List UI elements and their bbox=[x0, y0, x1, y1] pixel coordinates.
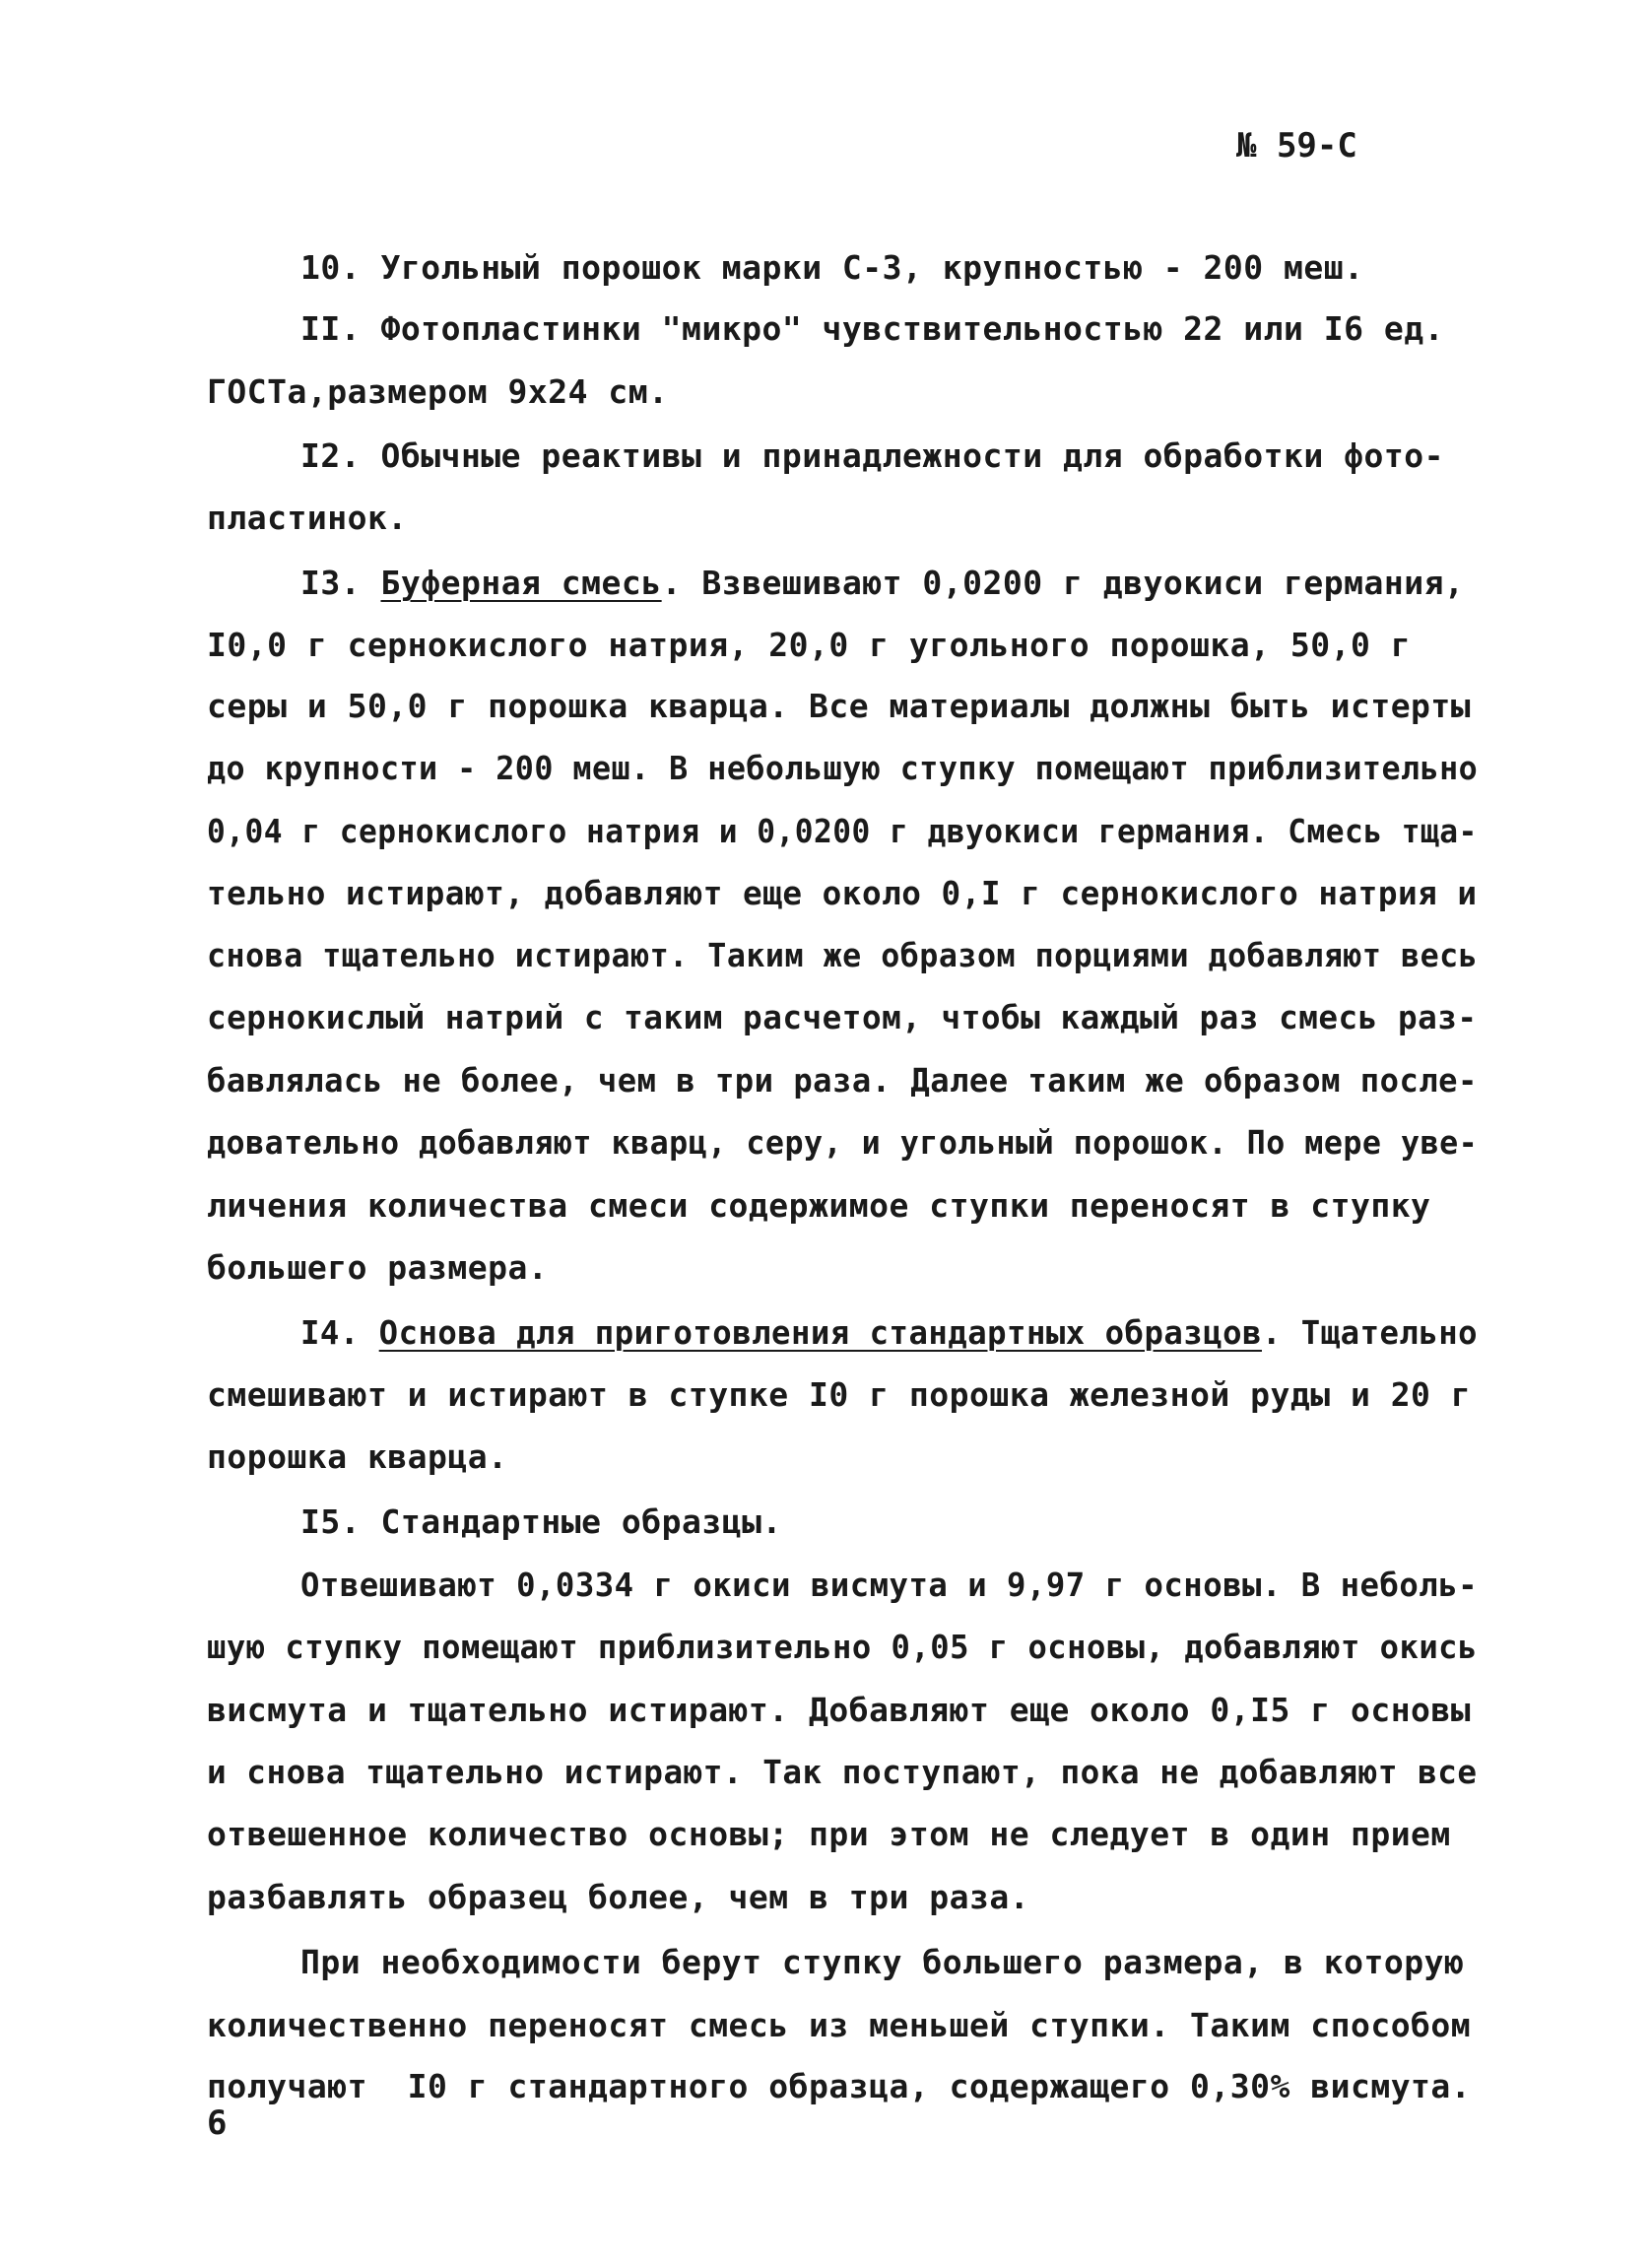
page-number: 6 bbox=[207, 2103, 228, 2143]
line-suffix: . Взвешивают 0,0200 г двуокиси германия, bbox=[661, 564, 1465, 602]
text-line: I2. Обычные реактивы и принадлежности для обработки фото- bbox=[300, 436, 1444, 475]
line-suffix: . Тщательно bbox=[1261, 1313, 1479, 1352]
text-line: разбавлять образец более, чем в три раза. bbox=[207, 1878, 1030, 1916]
text-line: пластинок. bbox=[207, 499, 408, 537]
text-line: до крупности - 200 меш. В небольшую ступку помещают приблизительно bbox=[207, 749, 1479, 787]
text-line: порошка кварца. bbox=[207, 1437, 508, 1476]
text-line: большего размера. bbox=[207, 1248, 549, 1287]
text-line: ГОСТа,размером 9х24 см. bbox=[207, 372, 669, 411]
text-line: личения количества смеси содержимое ступки переносят в ступку bbox=[207, 1186, 1431, 1225]
text-line: бавлялась не более, чем в три раза. Далее таким же образом после- bbox=[207, 1061, 1478, 1100]
line-prefix: I3. bbox=[300, 564, 381, 602]
text-line bbox=[300, 564, 1464, 602]
text-line: Отвешивают 0,0334 г окиси висмута и 9,97 г основы. В неболь- bbox=[300, 1566, 1479, 1604]
text-line: 0,04 г сернокислого натрия и 0,0200 г двуокиси германия. Смесь тща- bbox=[207, 812, 1478, 850]
text-line: количественно переносят смесь из меньшей ступки. Таким способом bbox=[207, 2006, 1472, 2044]
text-line: сернокислый натрий с таким расчетом, чтобы каждый раз смесь раз- bbox=[207, 998, 1478, 1036]
section-heading: Основа для приготовления стандартных образцов bbox=[378, 1313, 1262, 1352]
text-line: снова тщательно истирают. Таким же образом порциями добавляют весь bbox=[207, 936, 1479, 974]
text-line bbox=[300, 1313, 1478, 1352]
text-line: серы и 50,0 г порошка кварца. Все материалы должны быть истерты bbox=[207, 687, 1472, 725]
text-line: тельно истирают, добавляют еще около 0,I г сернокислого натрия и bbox=[207, 874, 1478, 912]
text-line: довательно добавляют кварц, серу, и угольный порошок. По мере уве- bbox=[207, 1123, 1479, 1162]
line-prefix: I4. bbox=[300, 1313, 379, 1352]
text-line: При необходимости берут ступку большего размера, в которую bbox=[300, 1943, 1465, 1981]
text-line: II. Фотопластинки "микро" чувствительностью 22 или I6 ед. bbox=[300, 309, 1444, 348]
section-heading: Буферная смесь bbox=[380, 564, 662, 602]
text-line: получают I0 г стандартного образца, содержащего 0,30% висмута. bbox=[207, 2067, 1472, 2105]
text-line: 10. Угольный порошок марки С-3, крупностью - 200 меш. bbox=[300, 248, 1364, 287]
text-line: смешивают и истирают в ступке I0 г порошка железной руды и 20 г bbox=[207, 1375, 1472, 1414]
text-line: отвешенное количество основы; при этом не следует в один прием bbox=[207, 1815, 1451, 1853]
text-line: шую ступку помещают приблизительно 0,05 г основы, добавляют окись bbox=[207, 1628, 1478, 1666]
text-line: I0,0 г сернокислого натрия, 20,0 г угольного порошка, 50,0 г bbox=[207, 626, 1412, 664]
text-line: висмута и тщательно истирают. Добавляют еще около 0,I5 г основы bbox=[207, 1691, 1472, 1729]
document-number: № 59-С bbox=[1236, 126, 1357, 166]
text-line: и снова тщательно истирают. Так поступают, пока не добавляют все bbox=[207, 1753, 1478, 1791]
text-line: I5. Стандартные образцы. bbox=[300, 1502, 782, 1541]
